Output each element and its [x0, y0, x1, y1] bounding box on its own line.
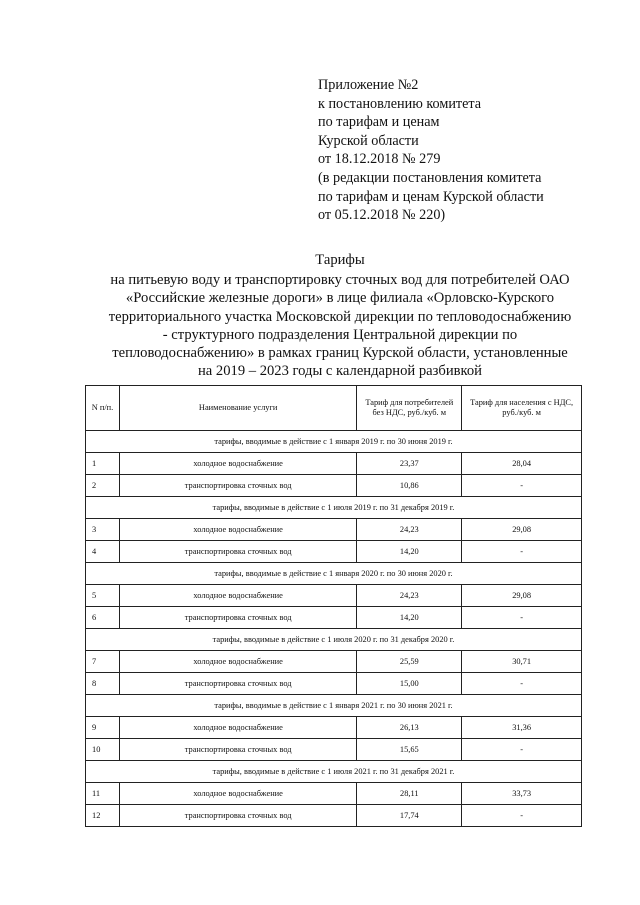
header-price-population: Тариф для населения с НДС, руб./куб. м [462, 386, 582, 431]
price-consumers: 15,00 [357, 673, 462, 695]
table-row [86, 717, 582, 739]
price-population: 30,71 [462, 651, 582, 673]
service-name: транспортировка сточных вод [119, 673, 356, 695]
row-number: 2 [86, 475, 120, 497]
period-row [86, 629, 582, 651]
header-price-consumers: Тариф для потребителей без НДС, руб./куб. м [357, 386, 462, 431]
price-population: - [462, 541, 582, 563]
row-number: 11 [86, 783, 120, 805]
price-consumers: 24,23 [357, 585, 462, 607]
row-number: 5 [86, 585, 120, 607]
period-row [86, 695, 582, 717]
period-label: тарифы, вводимые в действие с 1 июля 2019 г. по 31 декабря 2019 г. [86, 497, 582, 519]
appendix-line: от 18.12.2018 № 279 [318, 151, 441, 168]
service-name: транспортировка сточных вод [119, 475, 356, 497]
row-number: 7 [86, 651, 120, 673]
row-number: 6 [86, 607, 120, 629]
service-name: холодное водоснабжение [119, 783, 356, 805]
appendix-line: по тарифам и ценам [318, 114, 440, 131]
period-row [86, 431, 582, 453]
row-number: 8 [86, 673, 120, 695]
table-row [86, 453, 582, 475]
price-consumers: 23,37 [357, 453, 462, 475]
header-number: N п/п. [86, 386, 120, 431]
period-label: тарифы, вводимые в действие с 1 января 2021 г. по 30 июня 2021 г. [86, 695, 582, 717]
price-consumers: 25,59 [357, 651, 462, 673]
table-row [86, 607, 582, 629]
service-name: холодное водоснабжение [119, 519, 356, 541]
title-heading: Тарифы [315, 252, 365, 268]
service-name: транспортировка сточных вод [119, 805, 356, 827]
appendix-line: от 05.12.2018 № 220) [318, 207, 446, 224]
title-line: территориального участка Московской дирекции по тепловодоснабжению [108, 308, 572, 325]
price-population: - [462, 673, 582, 695]
appendix-line: Приложение №2 [318, 77, 419, 93]
appendix-line: (в редакции постановления комитета [318, 169, 542, 186]
row-number: 9 [86, 717, 120, 739]
price-population: 33,73 [462, 783, 582, 805]
table-row [86, 739, 582, 761]
service-name: транспортировка сточных вод [119, 607, 356, 629]
period-row [86, 497, 582, 519]
price-consumers: 17,74 [357, 805, 462, 827]
period-label: тарифы, вводимые в действие с 1 января 2020 г. по 30 июня 2020 г. [86, 563, 582, 585]
row-number: 4 [86, 541, 120, 563]
period-label: тарифы, вводимые в действие с 1 июля 2021 г. по 31 декабря 2021 г. [86, 761, 582, 783]
service-name: транспортировка сточных вод [119, 739, 356, 761]
service-name: холодное водоснабжение [119, 717, 356, 739]
period-label: тарифы, вводимые в действие с 1 июля 2020 г. по 31 декабря 2020 г. [86, 629, 582, 651]
table-header-row [86, 386, 582, 431]
price-consumers: 10,86 [357, 475, 462, 497]
row-number: 12 [86, 805, 120, 827]
appendix-block [318, 76, 544, 225]
appendix-line: по тарифам и ценам Курской области [318, 188, 544, 205]
price-population: 31,36 [462, 717, 582, 739]
service-name: холодное водоснабжение [119, 651, 356, 673]
table-row [86, 805, 582, 827]
price-population: 29,08 [462, 585, 582, 607]
period-row [86, 761, 582, 783]
price-population: 28,04 [462, 453, 582, 475]
header-service: Наименование услуги [119, 386, 356, 431]
appendix-line: Курской области [318, 132, 419, 149]
price-consumers: 14,20 [357, 541, 462, 563]
price-consumers: 14,20 [357, 607, 462, 629]
price-population: - [462, 475, 582, 497]
table-row [86, 651, 582, 673]
price-population: - [462, 607, 582, 629]
table-row [86, 783, 582, 805]
service-name: транспортировка сточных вод [119, 541, 356, 563]
table-row [86, 541, 582, 563]
period-label: тарифы, вводимые в действие с 1 января 2019 г. по 30 июня 2019 г. [86, 431, 582, 453]
document-title [60, 251, 620, 380]
table-body [86, 431, 582, 827]
table-row [86, 673, 582, 695]
service-name: холодное водоснабжение [119, 585, 356, 607]
price-consumers: 15,65 [357, 739, 462, 761]
appendix-line: к постановлению комитета [318, 95, 482, 112]
period-row [86, 563, 582, 585]
service-name: холодное водоснабжение [119, 453, 356, 475]
price-consumers: 24,23 [357, 519, 462, 541]
table-row [86, 475, 582, 497]
title-line: тепловодоснабжению» в рамках границ Курской области, установленные [112, 345, 568, 362]
title-line: на 2019 – 2023 годы с календарной разбивкой [198, 363, 482, 380]
price-population: - [462, 739, 582, 761]
price-consumers: 26,13 [357, 717, 462, 739]
table-row [86, 585, 582, 607]
tariff-table [85, 385, 582, 827]
title-line: на питьевую воду и транспортировку сточных вод для потребителей ОАО [110, 272, 570, 289]
title-line: - структурного подразделения Центральной дирекции по [162, 326, 518, 343]
price-population: 29,08 [462, 519, 582, 541]
row-number: 1 [86, 453, 120, 475]
table-row [86, 519, 582, 541]
row-number: 10 [86, 739, 120, 761]
price-consumers: 28,11 [357, 783, 462, 805]
price-population: - [462, 805, 582, 827]
title-line: «Российские железные дороги» в лице филиала «Орловско-Курского [125, 290, 555, 307]
row-number: 3 [86, 519, 120, 541]
